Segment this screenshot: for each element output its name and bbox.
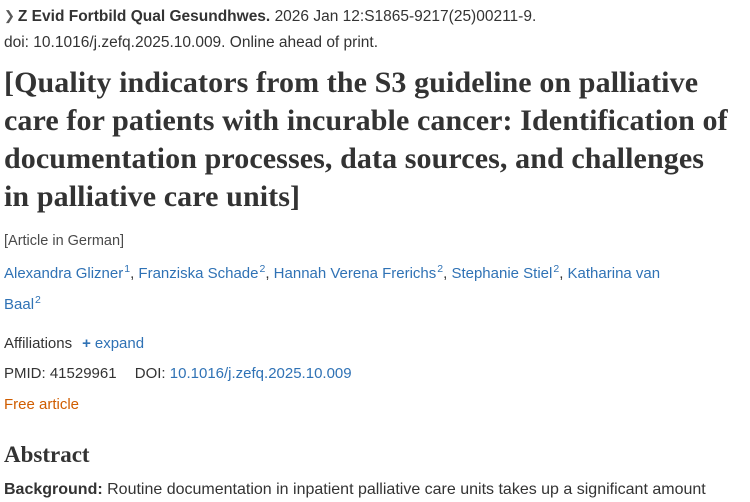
author-separator: ,: [443, 265, 452, 282]
author-link[interactable]: Stephanie Stiel: [451, 265, 553, 282]
abstract-background-label: Background:: [4, 481, 103, 498]
doi-link[interactable]: 10.1016/j.zefq.2025.10.009: [169, 365, 352, 382]
doi-label: DOI:: [134, 365, 166, 382]
free-article-badge[interactable]: Free article: [4, 396, 80, 413]
abstract-paragraph: [4, 478, 732, 502]
author-affiliation-marker[interactable]: 2: [35, 294, 41, 306]
author-affiliation-marker[interactable]: 2: [553, 263, 560, 275]
author-link[interactable]: Katharina van Baal: [4, 265, 661, 313]
author-link[interactable]: Franziska Schade: [138, 265, 259, 282]
expand-affiliations-button[interactable]: [82, 335, 144, 352]
author-list: [4, 256, 674, 318]
citation-line: [4, 4, 732, 29]
author-separator: ,: [559, 265, 568, 282]
chevron-right-icon[interactable]: ❯: [4, 8, 15, 23]
affiliations-row: [4, 332, 732, 356]
author-separator: ,: [265, 265, 274, 282]
abstract-heading: Abstract: [4, 442, 90, 467]
author-separator: ,: [130, 265, 139, 282]
author-item: [138, 265, 265, 282]
identifiers-row: [4, 362, 732, 386]
author-affiliation-marker[interactable]: 2: [437, 263, 444, 275]
author-affiliation-marker[interactable]: 2: [259, 263, 266, 275]
citation-doi-line: doi: 10.1016/j.zefq.2025.10.009. Online ahead of print.: [4, 34, 379, 51]
pmid-label: PMID:: [4, 365, 46, 382]
author-item: [274, 265, 443, 282]
author-link[interactable]: Alexandra Glizner: [4, 265, 124, 282]
pmid-value: 41529961: [49, 365, 117, 382]
page-title: [Quality indicators from the S3 guideline on palliative care for patients with incurable cancer: Identification of documentation processes, data sources, and challenges in palliative care units]: [4, 66, 728, 213]
plus-icon: +: [82, 335, 91, 352]
citation-details: 2026 Jan 12:S1865-9217(25)00211-9.: [274, 8, 537, 25]
author-item: [451, 265, 559, 282]
abstract-background-text: Routine documentation in inpatient palliative care units takes up a significant amount: [102, 481, 706, 498]
affiliations-label: Affiliations: [4, 335, 73, 352]
expand-label: expand: [94, 335, 145, 352]
journal-name: Z Evid Fortbild Qual Gesundhwes.: [17, 8, 271, 25]
author-link[interactable]: Hannah Verena Frerichs: [273, 265, 437, 282]
author-affiliation-marker[interactable]: 1: [124, 263, 131, 275]
author-item: [4, 265, 130, 282]
language-note: [Article in German]: [4, 233, 125, 249]
